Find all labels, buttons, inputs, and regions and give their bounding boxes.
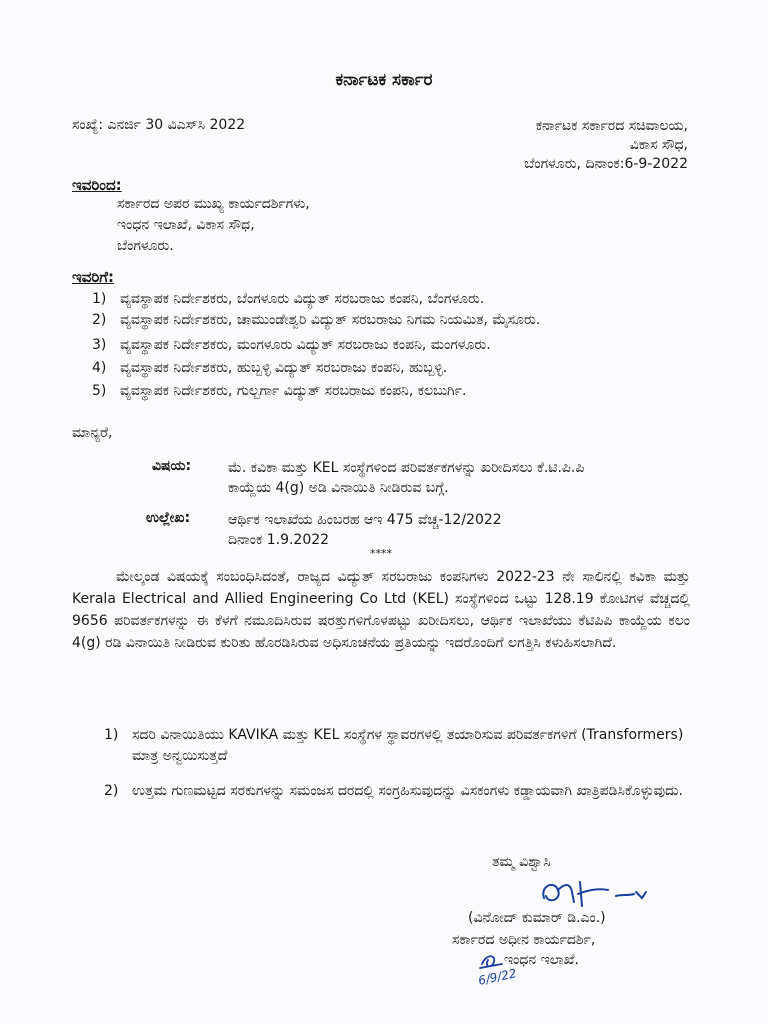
address-line: ಕರ್ನಾಟಕ ಸರ್ಕಾರದ ಸಚಿವಾಲಯ, [535,118,688,134]
to-label: ಇವರಿಗೆ: [72,268,115,286]
recipient-item [92,335,682,356]
recipients-list [92,289,682,402]
reference-line: ಆರ್ಥಿಕ ಇಲಾಖೆಯ ಹಿಂಬರಹ ಆಇ 475 ವೆಚ್ಚ-12/2022 [228,512,502,528]
condition-text: ಉತ್ತಮ ಗುಣಮಟ್ಟದ ಸರಕುಗಳನ್ನು ಸಮಂಜಸ ದರದಲ್ಲಿ ಸಂಗ್ರಹಿಸುವುದನ್ನು ವಿಸಕಂಗಳು ಕಡ್ಡಾಯವಾಗಿ ಖಾತ್ರಿಪಡಿಸಿಕೊಳ್ಳುವುದು. [132,783,683,799]
recipient-number: 4) [92,360,107,376]
conditions-list [104,725,692,802]
signature-mark [536,876,666,910]
salutation: ಮಾನ್ಯರೆ, [72,425,113,441]
recipient-text: ವ್ಯವಸ್ಥಾಪಕ ನಿರ್ದೇಶಕರು, ಮಂಗಳೂರು ವಿದ್ಯುತ್ ಸರಬರಾಜು ಕಂಪನಿ, ಮಂಗಳೂರು. [120,337,491,353]
recipient-text: ವ್ಯವಸ್ಥಾಪಕ ನಿರ್ದೇಶಕರು, ಹುಬ್ಬಳ್ಳಿ ವಿದ್ಯುತ್ ಸರಬರಾಜು ಕಂಪನಿ, ಹುಬ್ಬಳ್ಳಿ. [120,360,448,376]
recipient-item [92,381,682,402]
recipient-number: 1) [92,291,107,307]
from-line: ಸರ್ಕಾರದ ಅಪರ ಮುಖ್ಯ ಕಾರ್ಯದರ್ಶಿಗಳು, [117,196,310,212]
body-paragraph: ಮೇಲ್ಕಂಡ ವಿಷಯಕ್ಕೆ ಸಂಬಂಧಿಸಿದಂತೆ, ರಾಜ್ಯದ ವಿದ್ಯುತ್ ಸರಬರಾಜು ಕಂಪನಿಗಳು 2022-23 ನೇ ಸಾಲಿನಲ್ಲಿ ಕವಿಕಾ ಮತ್ತು Kerala Electrical and Allied Engineering Co Ltd (KEL) ಸಂಸ್ಥೆಗಳಿಂದ ಒಟ್ಟು 128.19 ಕೋಟಿಗಳ ವೆಚ್ಚದಲ್ಲಿ 9656 ಪರಿವರ್ತಕಗಳನ್ನು ಈ ಕೆಳಗೆ ನಮೂದಿಸಿರುವ ಷರತ್ತುಗಳಿಗೊಳಪಟ್ಟು ಖರೀದಿಸಲು, ಆರ್ಥಿಕ ಇಲಾಖೆಯು ಕೆಟಿಪಿಪಿ ಕಾಯ್ದೆಯ ಕಲಂ 4(g) ರಡಿ ವಿನಾಯಿತಿ ನೀಡಿರುವ ಕುರಿತು ಹೊರಡಿಸಿರುವ ಅಧಿಸೂಚನೆಯ ಪ್ರತಿಯನ್ನು ಇದರೊಂದಿಗೆ ಲಗತ್ತಿಸಿ ಕಳುಹಿಸಲಾಗಿದೆ. [72,569,690,651]
recipient-number: 5) [92,383,107,399]
condition-number: 2) [104,783,119,799]
recipient-item [92,289,682,310]
from-line: ಬೆಂಗಳೂರು. [117,238,174,254]
signatory-name: (ವಿನೋದ್ ಕುಮಾರ್ ಡಿ.ಎಂ.) [468,910,606,926]
reference-number: ಸಂಖ್ಯೆ: ಎನರ್ಜಿ 30 ವಿಎಸ್‌ಸಿ 2022 [72,117,246,133]
from-label: ಇವರಿಂದ: [72,176,122,194]
recipient-item [92,310,682,331]
recipient-number: 3) [92,337,107,353]
recipient-item [92,358,682,379]
reference-date: ದಿನಾಂಕ 1.9.2022 [228,532,330,548]
condition-item [104,725,692,767]
recipient-text: ವ್ಯವಸ್ಥಾಪಕ ನಿರ್ದೇಶಕರು, ಗುಲ್ಬರ್ಗಾ ವಿದ್ಯುತ್ ಸರಬರಾಜು ಕಂಪನಿ, ಕಲಬುರ್ಗಿ. [120,383,467,399]
address-line: ವಿಕಾಸ ಸೌಧ, [629,137,688,153]
handwritten-date: 6/9/22 [476,966,518,988]
office-address [524,117,688,174]
signatory-department: ಇಂಧನ ಇಲಾಖೆ. [504,952,579,968]
subject-label: ವಿಷಯ: [152,458,192,474]
from-line: ಇಂಧನ ಇಲಾಖೆ, ವಿಕಾಸ ಸೌಧ, [117,217,255,233]
address-line: ಬೆಂಗಳೂರು, ದಿನಾಂಕ:6-9-2022 [524,156,688,172]
condition-number: 1) [104,727,119,743]
condition-item [104,781,692,802]
separator-stars: **** [370,547,392,560]
condition-text: ಸದರಿ ವಿನಾಯಿತಿಯು KAVIKA ಮತ್ತು KEL ಸಂಸ್ಥೆಗಳ ಸ್ಥಾವರಗಳಲ್ಲಿ ತಯಾರಿಸುವ ಪರಿವರ್ತಕಗಳಿಗೆ (Transformers) ಮಾತ್ರ ಅನ್ವಯಿಸುತ್ತದೆ [132,727,684,764]
signatory-designation: ಸರ್ಕಾರದ ಅಧೀನ ಕಾರ್ಯದರ್ಶಿ, [452,932,596,948]
reference-label: ಉಲ್ಲೇಖ: [146,510,191,526]
recipient-number: 2) [92,312,107,328]
from-address [117,194,310,257]
recipient-text: ವ್ಯವಸ್ಥಾಪಕ ನಿರ್ದೇಶಕರು, ಬೆಂಗಳೂರು ವಿದ್ಯುತ್ ಸರಬರಾಜು ಕಂಪನಿ, ಬೆಂಗಳೂರು. [120,291,485,307]
recipient-text: ವ್ಯವಸ್ಥಾಪಕ ನಿರ್ದೇಶಕರು, ಚಾಮುಂಡೇಶ್ವರಿ ವಿದ್ಯುತ್ ಸರಬರಾಜು ನಿಗಮ ನಿಯಮಿತ, ಮೈಸೂರು. [120,312,541,328]
document-title: ಕರ್ನಾಟಕ ಸರ್ಕಾರ [335,70,433,90]
closing: ತಮ್ಮ ವಿಶ್ವಾಸಿ [492,854,551,870]
subject-text: ಮೆ. ಕವಿಕಾ ಮತ್ತು KEL ಸಂಸ್ಥೆಗಳಿಂದ ಪರಿವರ್ತಕಗಳನ್ನು ಖರೀದಿಸಲು ಕೆ.ಟಿ.ಪಿ.ಪಿ ಕಾಯ್ದೆಯ 4(g) ಅಡಿ ವಿನಾಯಿತಿ ನೀಡಿರುವ ಬಗ್ಗೆ. [228,460,585,496]
